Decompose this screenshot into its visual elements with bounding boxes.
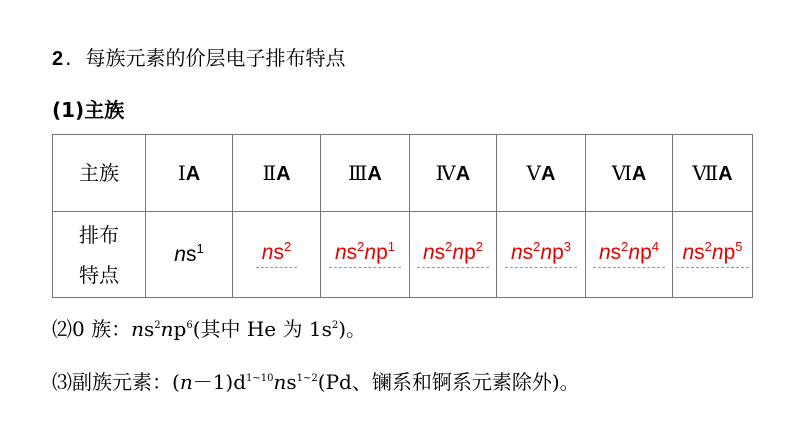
config-cell: [673, 212, 753, 298]
config-cell: [497, 212, 586, 298]
group-header-cell: ⅦA: [673, 135, 753, 212]
note-subgroup: ⑶副族元素：$(n-1)d^{1\sim 10}ns^{1\sim 2}(Pd$、镧系和锕系元素除外)。: [52, 370, 580, 394]
config-cell: [321, 212, 410, 298]
row-label-main-group: 主族: [53, 135, 146, 212]
electron-config: $ns^2$: [261, 239, 292, 264]
config-cell: [586, 212, 673, 298]
config-cell: [233, 212, 321, 298]
answer-blank: [417, 241, 489, 268]
row-label-config: 排布 特点: [53, 212, 146, 298]
group-row: [53, 135, 753, 212]
electron-config: $ns^2np^2$: [422, 239, 484, 264]
subsection-heading: (1)主族: [52, 98, 125, 122]
answer-blank: [505, 241, 577, 268]
config-cell: [410, 212, 497, 298]
section-number-dot: .: [65, 46, 72, 70]
electron-config: $ns^1$: [174, 240, 204, 266]
section-heading: [52, 44, 345, 73]
group-header-cell: ⅢA: [321, 135, 410, 212]
section-title: 每族元素的价层电子排布特点: [85, 46, 346, 70]
answer-blank: [676, 241, 748, 268]
answer-blank: [256, 241, 297, 268]
note-zero-group: ⑵0 族：$ns^2np^6$(其中 He 为 $1s^2$)。: [52, 317, 367, 341]
group-header-cell: ⅤA: [497, 135, 586, 212]
electron-config: $ns^2np^5$: [682, 239, 743, 264]
electron-config: $ns^2np^4$: [598, 239, 660, 264]
answer-blank: [329, 241, 401, 268]
section-number: 2: [52, 48, 64, 70]
electron-config: $ns^2np^1$: [334, 239, 396, 264]
group-header-cell: ⅥA: [586, 135, 673, 212]
config-row: [53, 212, 753, 298]
electron-config: $ns^2np^3$: [510, 239, 572, 264]
config-cell: [146, 212, 233, 298]
main-group-table: [52, 134, 753, 298]
group-header-cell: ⅣA: [410, 135, 497, 212]
group-header-cell: ⅠA: [146, 135, 233, 212]
group-header-cell: ⅡA: [233, 135, 321, 212]
answer-blank: [593, 241, 665, 268]
